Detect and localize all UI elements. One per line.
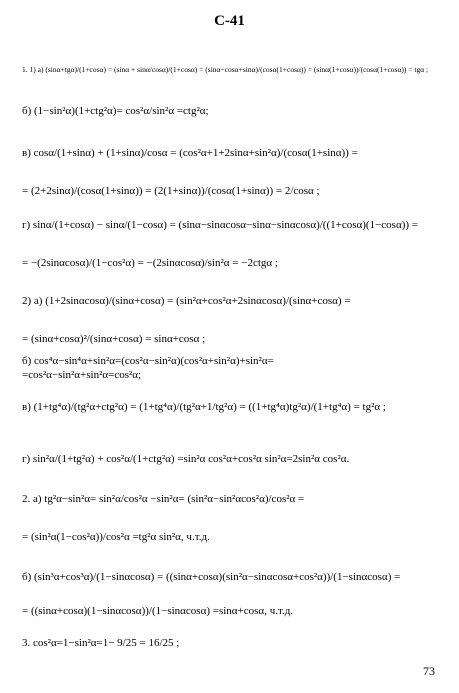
solution-line-9: б) cos⁴α−sin⁴α+sin²α=(cos²α−sin²α)(cos²α+sin²α)+sin²α= <box>22 355 274 367</box>
solution-line-2: б) (1−sin²α)(1+ctg²α)= cos²α/sin²α =ctg²α; <box>22 105 209 117</box>
solution-line-14: = (sin²α(1−cos²α))/cos²α =tg²α sin²α, ч.т.д. <box>22 531 210 543</box>
solution-line-11: в) (1+tg⁴α)/(tg²α+ctg²α) = (1+tg⁴α)/(tg²α+1/tg²α) = ((1+tg⁴α)tg²α)/(1+tg⁴α) = tg²α ; <box>22 401 386 413</box>
page-number: 73 <box>423 664 435 678</box>
solution-line-16: = ((sinα+cosα)(1−sinαcosα))/(1−sinαcosα) =sinα+cosα, ч.т.д. <box>22 605 294 617</box>
solution-line-3: в) cosα/(1+sinα) + (1+sinα)/cosα = (cos²α+1+2sinα+sin²α)/(cosα(1+sinα)) = <box>22 147 358 159</box>
solution-line-13: 2. а) tg²α−sin²α= sin²α/cos²α −sin²α= (sin²α−sin²αcos²α)/cos²α = <box>22 493 305 505</box>
solution-line-10: =cos²α−sin²α+sin²α=cos²α; <box>22 369 142 381</box>
solution-line-7: 2) а) (1+2sinαcosα)/(sinα+cosα) = (sin²α+cos²α+2sinαcosα)/(sinα+cosα) = <box>22 295 351 307</box>
solution-line-5: г) sinα/(1+cosα) − sinα/(1−cosα) = (sinα−sinαcosα−sinα−sinαcosα)/((1+cosα)(1−cosα)) = <box>22 219 418 231</box>
solution-line-17: 3. cos²α=1−sin²α=1− 9/25 = 16/25 ; <box>22 637 180 649</box>
solution-line-15: б) (sin³α+cos³α)/(1−sinαcosα) = ((sinα+cosα)(sin²α−sinαcosα+cos²α))/(1−sinαcosα) = <box>22 571 401 583</box>
solution-line-6: = −(2sinαcosα)/(1−cos²α) = −(2sinαcosα)/sin²α = −2ctgα ; <box>22 257 278 269</box>
solution-line-4: = (2+2sinα)/(cosα(1+sinα)) = (2(1+sinα))/(cosα(1+sinα)) = 2/cosα ; <box>22 185 320 197</box>
page-title: С-41 <box>214 13 245 29</box>
solution-line-12: г) sin²α/(1+tg²α) + cos²α/(1+ctg²α) =sin²α cos²α+cos²α sin²α=2sin²α cos²α. <box>22 453 350 465</box>
solution-line-8: = (sinα+cosα)²/(sinα+cosα) = sinα+cosα ; <box>22 333 206 345</box>
solution-line-1: 1. 1) а) (sinα+tgα)/(1+cosα) = (sinα + sinα/cosα)/(1+cosα) = (sinα−cosα+sinα)/(cosα(1+cosα)) = (sinα(1+cosα))/(cosα(1+cosα)) = tgα ; <box>22 65 429 74</box>
